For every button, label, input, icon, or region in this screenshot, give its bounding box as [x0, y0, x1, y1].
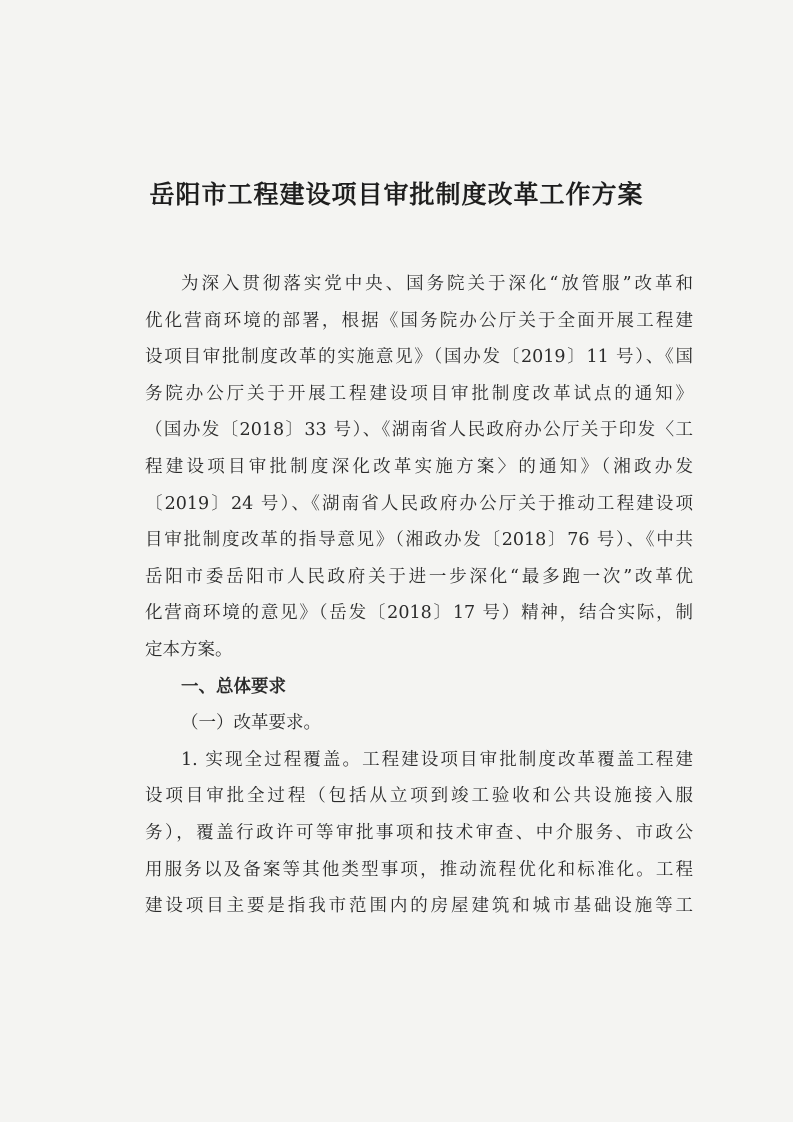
document-title: 岳阳市工程建设项目审批制度改革工作方案 — [149, 180, 644, 209]
paragraph-line: 设项目审批制度改革的实施意见》（国办发〔2019〕11 号）、《国 — [145, 347, 693, 368]
paragraph-line: 设项目审批全过程（包括从立项到竣工验收和公共设施接入服 — [145, 786, 693, 807]
section-heading: 一、总体要求 — [181, 676, 286, 697]
paragraph-line: 1. 实现全过程覆盖。工程建设项目审批制度改革覆盖工程建 — [181, 749, 693, 770]
paragraph-line: 程建设项目审批制度深化改革实施方案〉的通知》（湘政办发 — [145, 456, 693, 477]
paragraph-line: 为深入贯彻落实党中央、国务院关于深化“放管服”改革和 — [181, 274, 693, 294]
paragraph-line: 务），覆盖行政许可等审批事项和技术审查、中介服务、市政公 — [145, 822, 693, 843]
paragraph-line: 化营商环境的意见》（岳发〔2018〕17 号）精神，结合实际，制 — [145, 603, 693, 624]
paragraph-line: 建设项目主要是指我市范围内的房屋建筑和城市基础设施等工 — [145, 896, 693, 917]
paragraph-line: 〔2019〕24 号）、《湖南省人民政府办公厅关于推动工程建设项 — [145, 493, 693, 514]
paragraph-line: 定本方案。 — [145, 639, 233, 660]
paragraph-line: （国办发〔2018〕33 号）、《湖南省人民政府办公厅关于印发〈工 — [145, 420, 693, 441]
paragraph-line: 岳阳市委岳阳市人民政府关于进一步深化“最多跑一次”改革优 — [145, 566, 693, 587]
paragraph-line: 目审批制度改革的指导意见》（湘政办发〔2018〕76 号）、《中共 — [145, 530, 693, 551]
paragraph-line: 优化营商环境的部署，根据《国务院办公厅关于全面开展工程建 — [145, 310, 693, 331]
document-body — [145, 266, 693, 925]
subsection-heading: （一）改革要求。 — [181, 713, 321, 734]
paragraph-line: 务院办公厅关于开展工程建设项目审批制度改革试点的通知》 — [145, 383, 693, 404]
paragraph-line: 用服务以及备案等其他类型事项，推动流程优化和标准化。工程 — [145, 859, 693, 880]
